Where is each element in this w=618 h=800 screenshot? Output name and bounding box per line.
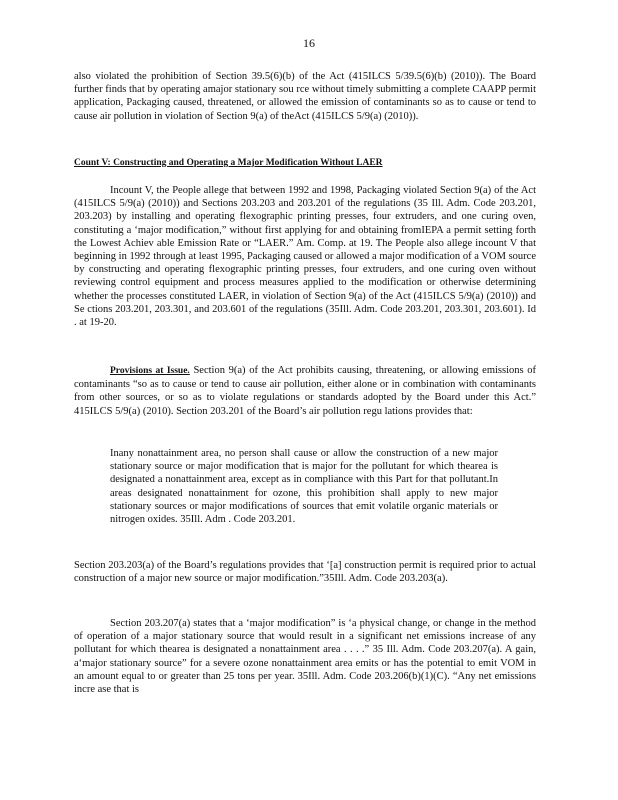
paragraph-section-203-207: Section 203.207(a) states that a ‘major modification” is ‘a physical change, or change in the method of operation of a major stationary source that would result in a significant net emissions increase of any pollutant for which thearea is designated a nonattainment area . . . .” 35 Ill. Adm. Code 203.207(a). A gain, a‘major stationary source” for a severe ozone nonattainment area emits or has the potential to emit VOM in an amount equal to or greater than 25 tons per year. 35Ill. Adm. Code 203.206(b)(1)(C). “Any net emissions incre ase that is [74, 618, 536, 696]
section-heading-text: Count V: Constructing and Operating a Major Modification Without LAER [74, 158, 383, 168]
paragraph-count-v-allegations: Incount V, the People allege that between 1992 and 1998, Packaging violated Section 9(a) of the Act (415ILCS 5/9(a) (2010)) and Sections 203.203 and 203.201 of the regulations (35 Ill. Adm. Code 203.201, 203.203) by installing and operating flexographic printing presses, four extruders, and one curing oven, constituting a ‘major modification,” without first applying for and obtaining fromIEPA a permit setting forth the Lowest Achiev able Emission Rate or “LAER.” Am. Comp. at 19. The People also allege incount V that beginning in 1992 through at least 1995, Packaging caused or allowed a major modification of a VOM source by constructing and operating flexographic printing presses, four extruders, and one curing oven without reviewing control equipment and process measures applied to the modification or otherwise determining whether the processes constituted LAER, in violation of Section 9(a) of the Act (415ILCS 5/9(a) (2010)) and Se ctions 203.201, 203.301, and 203.601 of the regulations (35Ill. Adm. Code 203.201, 203.301, 203.601). Id . at 19-20. [74, 185, 536, 329]
paragraph-section-203-203: Section 203.203(a) of the Board’s regulations provides that ‘[a] construction permit is required prior to actual construction of a major new source or major modification.”35Ill. Adm. Code 203.203(a). [74, 560, 536, 585]
paragraph-provisions-at-issue [74, 364, 536, 418]
provisions-text: Section 9(a) of the Act prohibits causing, threatening, or allowing emissions of contaminants “so as to cause or tend to cause air pollution, either alone or in combination with contaminants from other sources, or so as to violate regulations or standards adopted by the Board under this Act.” 415ILCS 5/9(a) (2010). Section 203.201 of the Board’s air pollution regu lations provides that: [74, 365, 537, 417]
run-in-heading: Provisions at Issue. [110, 366, 190, 376]
section-heading-count-v [74, 158, 536, 168]
block-quote-section-203-201: Inany nonattainment area, no person shall cause or allow the construction of a new major stationary source or major modification that is major for the pollutant for which thearea is designated a nonattainment area, except as in compliance with this Part for that pollutant.In areas designated nonattainment for ozone, this prohibition shall apply to new major stationary sources or major modifications of sources that emit volatile organic materials or nitrogen oxides. 35Ill. Adm . Code 203.201. [110, 448, 498, 526]
page-number: 16 [303, 36, 315, 50]
paragraph-board-findings: also violated the prohibition of Section 39.5(6)(b) of the Act (415ILCS 5/39.5(6)(b) (2010)). The Board further finds that by operating amajor stationary sou rce without timely submitting a complete CAAPP permit application, Packaging caused, threatened, or allowed the emission of contaminants so as to cause or tend to cause air pollution in violation of Section 9(a) of theAct (415ILCS 5/9(a) (2010)). [74, 71, 536, 122]
